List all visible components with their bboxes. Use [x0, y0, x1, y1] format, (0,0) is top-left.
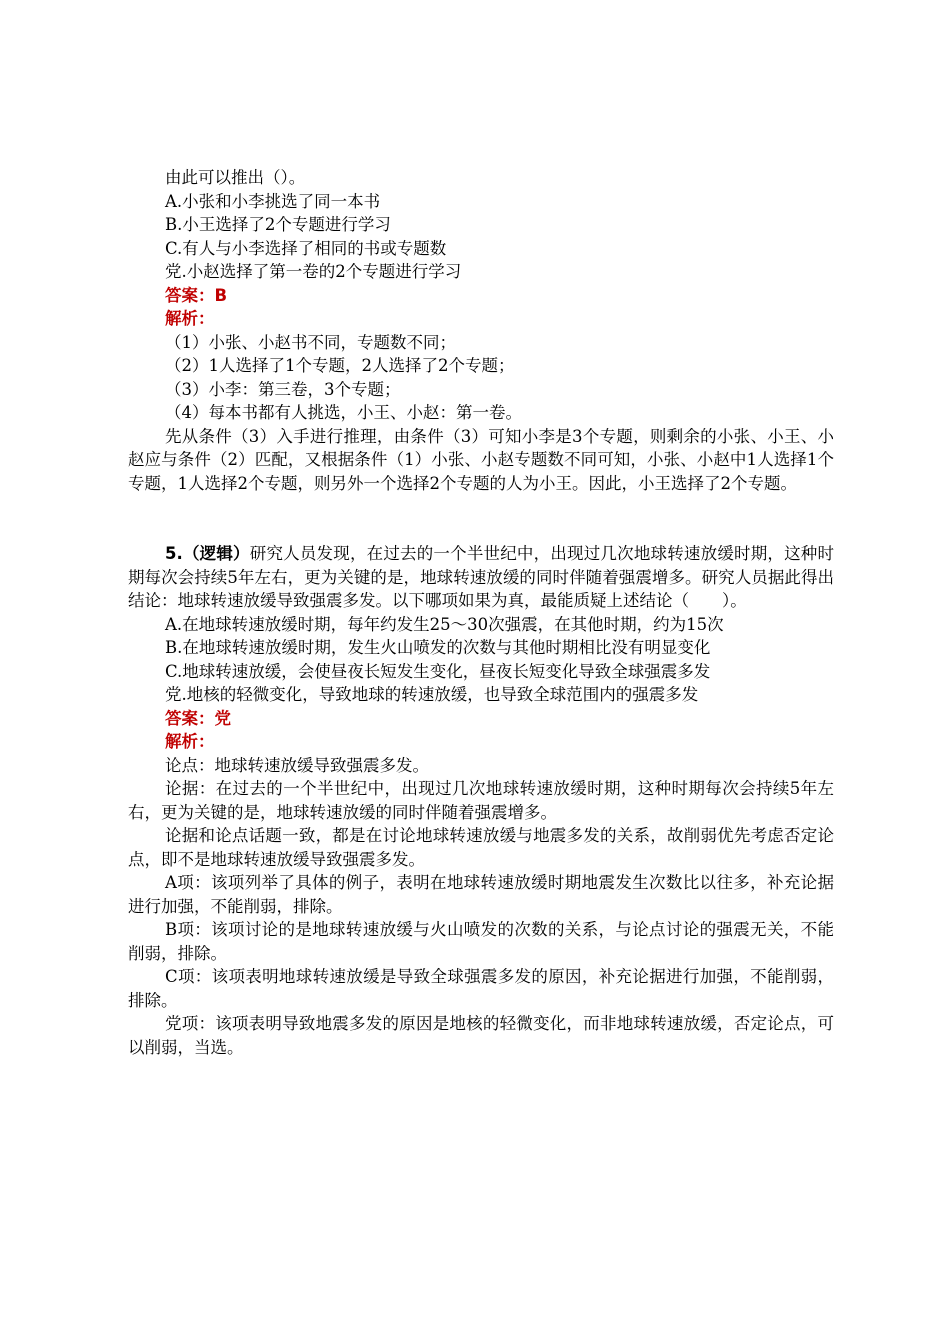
q4-answer: 答案：B [165, 285, 228, 305]
q4-option-d: 党.小赵选择了第一卷的2个专题进行学习 [165, 262, 462, 281]
q5-paragraph-5: B项：该项讨论的是地球转速放缓与火山喷发的次数的关系，与论点讨论的强震无关，不能削弱，排除。 [128, 920, 834, 963]
q5-paragraph-2: 论据：在过去的一个半世纪中，出现过几次地球转速放缓时期，这种时期每次会持续5年左右，更为关键的是，地球转速放缓的同时伴随着强震增多。 [128, 779, 834, 822]
q5-paragraph-3: 论据和论点话题一致，都是在讨论地球转速放缓与地震多发的关系，故削弱优先考虑否定论点，即不是地球转速放缓导致强震多发。 [128, 826, 834, 869]
q4-condition-4: （4）每本书都有人挑选，小王、小赵：第一卷。 [165, 403, 522, 422]
q5-answer: 答案：党 [165, 708, 231, 728]
q4-explanation: 先从条件（3）入手进行推理，由条件（3）可知小李是3个专题，则剩余的小张、小王、小赵应与条件（2）匹配，又根据条件（1）小张、小赵专题数不同可知，小张、小赵中1人选择1个专题，1人选择2个专题，则另外一个选择2个专题的人为小王。因此，小王选择了2个专题。 [128, 426, 834, 493]
q4-tail: 由此可以推出（）。 [165, 168, 306, 187]
document-body [128, 166, 834, 1059]
q5-option-b: B.在地球转速放缓时期，发生火山喷发的次数与其他时期相比没有明显变化 [165, 638, 711, 657]
q4-option-a: A.小张和小李挑选了同一本书 [165, 191, 381, 211]
q5-stem [128, 542, 834, 613]
q5-paragraph-1: 论点：地球转速放缓导致强震多发。 [165, 755, 429, 775]
q5-paragraph-7: 党项：该项表明导致地震多发的原因是地核的轻微变化，而非地球转速放缓，否定论点，可以削弱，当选。 [128, 1014, 834, 1057]
q5-option-a: A.在地球转速放缓时期，每年约发生25～30次强震，在其他时期，约为15次 [165, 614, 724, 634]
q4-condition-3: （3）小李：第三卷，3个专题； [165, 379, 401, 399]
q5-paragraph-4: A项：该项列举了具体的例子，表明在地球转速放缓时期地震发生次数比以往多，补充论据进行加强，不能削弱，排除。 [128, 873, 834, 916]
section-gap [128, 495, 834, 542]
q5-number: 5.（逻辑） [165, 544, 250, 563]
q5-option-d: 党.地核的轻微变化，导致地球的转速放缓，也导致全球范围内的强震多发 [165, 685, 699, 704]
q5-stem-text: 研究人员发现，在过去的一个半世纪中，出现过几次地球转速放缓时期，这种时期每次会持续5年左右，更为关键的是，地球转速放缓的同时伴随着强震增多。研究人员据此得出结论：地球转速放缓导致强震多发。以下哪项如果为真，最能质疑上述结论（ ）。 [128, 544, 835, 610]
q4-condition-2: （2）1人选择了1个专题，2人选择了2个专题； [165, 356, 515, 375]
q4-option-b: B.小王选择了2个专题进行学习 [165, 215, 391, 234]
q4-option-c: C.有人与小李选择了相同的书或专题数 [165, 238, 447, 258]
q4-condition-1: （1）小张、小赵书不同，专题数不同； [165, 332, 456, 352]
q5-paragraph-6: C项：该项表明地球转速放缓是导致全球强震多发的原因，补充论据进行加强，不能削弱，排除。 [128, 967, 834, 1010]
q5-option-c: C.地球转速放缓，会使昼夜长短发生变化，昼夜长短变化导致全球强震多发 [165, 661, 711, 681]
q5-analysis-label: 解析： [165, 732, 215, 751]
q4-analysis-label: 解析： [165, 309, 215, 328]
